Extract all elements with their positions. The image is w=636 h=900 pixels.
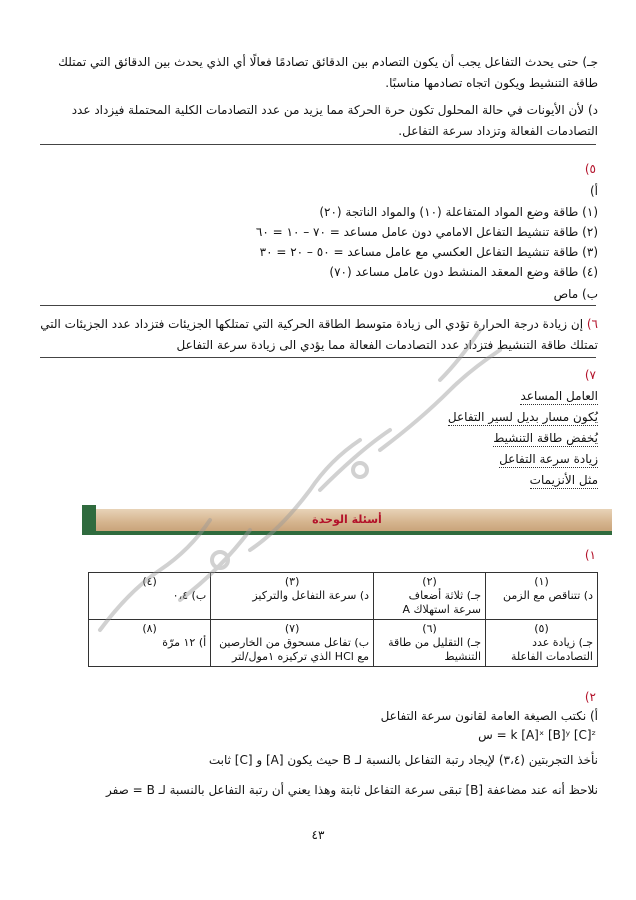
- table-row: [89, 620, 598, 667]
- table-row: [89, 573, 598, 620]
- answer-para-j: جـ) حتى يحدث التفاعل يجب أن يكون التصادم بين الدقائق تصادمًا فعالًا أي الذي يحدث بين الدقائق التي تمتلك طاقة التنشيط ويكون اتجاه تصادمها مناسبًا.: [58, 55, 598, 90]
- divider: [40, 305, 596, 306]
- q2-line-3: نلاحظ أنه عند مضاعفة [B] تبقى سرعة التفاعل ثابتة وهذا يعني أن رتبة التفاعل بالنسبة لـ B = صفر: [105, 783, 598, 797]
- q7-line-1: العامل المساعد: [520, 389, 598, 403]
- q7-line-3: يُخفض طاقة التنشيط: [493, 431, 598, 445]
- q7-line-2: يُكون مسار بديل لسير التفاعل: [447, 410, 598, 424]
- banner-title: أسئلة الوحدة: [312, 513, 382, 526]
- question-5-number: ٥): [584, 162, 596, 176]
- answer-cell: (٣) د) سرعة التفاعل والتركيز: [211, 573, 374, 620]
- question-1-number: ١): [584, 548, 596, 562]
- question-6-number: ٦): [586, 317, 598, 331]
- q5-line-3: (٣) طاقة تنشيط التفاعل العكسي مع عامل مساعد = ٥٠ – ٢٠ = ٣٠: [259, 245, 598, 259]
- q5-part-b: ب) ماص: [553, 287, 598, 301]
- unit-questions-banner: [82, 505, 612, 535]
- divider: [40, 144, 596, 145]
- q5-line-2: (٢) طاقة تنشيط التفاعل الامامي دون عامل مساعد = ٧٠ – ١٠ = ٦٠: [255, 225, 598, 239]
- answer-cell: (٥) جـ) زيادة عدد التصادمات الفاعلة: [486, 620, 598, 667]
- q6-answer: إن زيادة درجة الحرارة تؤدي الى زيادة متوسط الطاقة الحركية التي تمتلكها الجزيئات فتزداد عدد الجزيئات التي تمتلك طاقة التنشيط فتزداد عدد التصادمات الفعالة مما يؤدي الى زيادة سرعة التفاعل: [40, 317, 598, 352]
- answer-cell: (٢) جـ) ثلاثة أضعاف سرعة استهلاك A: [374, 573, 486, 620]
- answer-cell: (١) د) تتناقص مع الزمن: [486, 573, 598, 620]
- banner-green-line: [82, 531, 612, 535]
- q7-line-4: زيادة سرعة التفاعل: [499, 452, 598, 466]
- rate-law-formula: س = k [A]ˣ [B]ʸ [C]ᶻ: [478, 728, 596, 742]
- answers-table: [88, 572, 598, 667]
- answer-cell: (٤) ب) ٠،٤: [89, 573, 211, 620]
- answer-para-d: د) لأن الأيونات في حالة المحلول تكون حرة الحركة مما يزيد من عدد التصادمات الكلية المحتملة فيزداد عدد التصادمات الفعالة وتزداد سرعة التفاعل.: [71, 103, 598, 138]
- answer-cell: (٦) جـ) التقليل من طاقة التنشيط: [374, 620, 486, 667]
- q5-line-4: (٤) طاقة وضع المعقد المنشط دون عامل مساعد (٧٠): [329, 265, 598, 279]
- q7-line-5: مثل الأنزيمات: [529, 473, 598, 487]
- q5-part-a: أ): [589, 184, 598, 198]
- question-6-text: [38, 314, 598, 356]
- page-number: ٤٣: [311, 828, 325, 842]
- divider: [40, 357, 596, 358]
- question-7-number: ٧): [584, 368, 596, 382]
- q2-line-2: نأخذ التجربتين (٣،٤) لإيجاد رتبة التفاعل بالنسبة لـ B حيث يكون [A] و [C] ثابت: [208, 753, 598, 767]
- q2-line-a: أ) نكتب الصيغة العامة لقانون سرعة التفاعل: [380, 709, 598, 723]
- q5-line-1: (١) طاقة وضع المواد المتفاعلة (١٠) والمواد الناتجة (٢٠): [319, 205, 598, 219]
- answer-cell: (٧) ب) تفاعل مسحوق من الخارصين مع HCl الذي تركيزه ١مول/لتر: [211, 620, 374, 667]
- answer-cell: (٨) أ) ١٢ مرّة: [89, 620, 211, 667]
- question-2-number: ٢): [584, 690, 596, 704]
